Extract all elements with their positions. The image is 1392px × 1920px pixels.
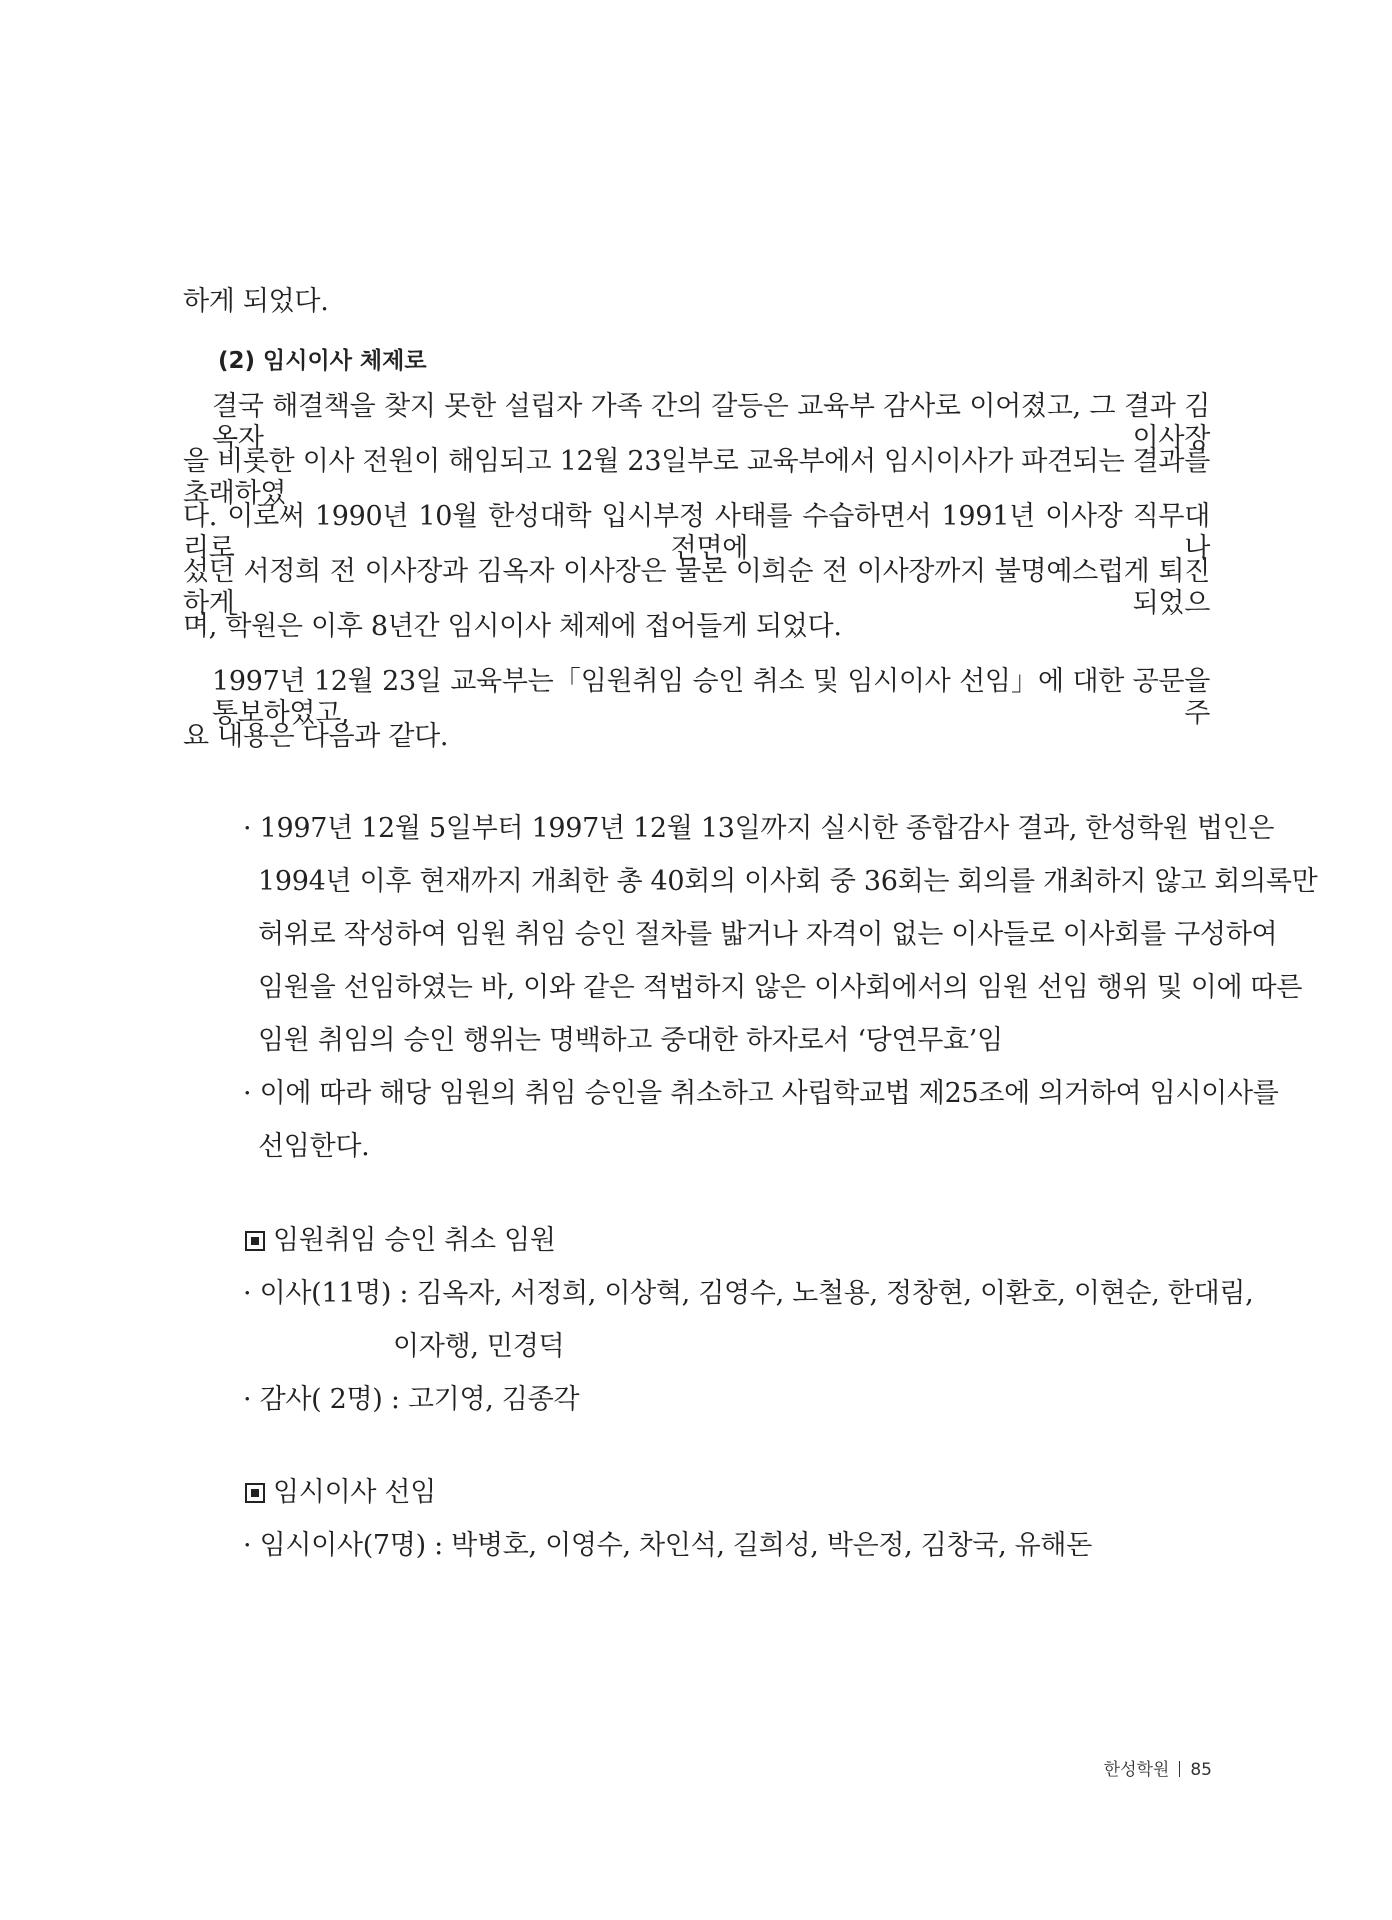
notice-item1-line-1: · 1997년 12월 5일부터 1997년 12월 13일까지 실시한 종합감사 결과, 한성학원 법인은 bbox=[243, 813, 1275, 844]
paragraph1-line-4: 섰던 서정희 전 이사장과 김옥자 이사장은 물론 이희순 전 이사장까지 불명예스럽게 퇴진하게 되었으 bbox=[183, 556, 1210, 620]
cancel-section-heading bbox=[245, 1225, 556, 1257]
footer-divider bbox=[1179, 1761, 1180, 1777]
footer-publisher: 한성학원 bbox=[1103, 1760, 1170, 1780]
notice-item2-line-2: 선임한다. bbox=[258, 1131, 370, 1162]
directors-line-1: · 이사(11명) : 김옥자, 서정희, 이상혁, 김영수, 노철용, 정창현, 이환호, 이현순, 한대림, bbox=[243, 1278, 1254, 1309]
directors-line-2: 이자행, 민경덕 bbox=[393, 1331, 565, 1362]
page-footer bbox=[1104, 1755, 1212, 1780]
square-marker-icon bbox=[245, 1231, 265, 1251]
page-number: 85 bbox=[1190, 1760, 1212, 1780]
paragraph2-line-2: 요 내용은 다음과 같다. bbox=[183, 721, 449, 752]
paragraph1-line-2: 을 비롯한 이사 전원이 해임되고 12월 23일부로 교육부에서 임시이사가 파견되는 결과를 초래하였 bbox=[183, 446, 1210, 510]
temp-directors-line: · 임시이사(7명) : 박병호, 이영수, 차인석, 길희성, 박은정, 김창국, 유해돈 bbox=[243, 1530, 1092, 1561]
paragraph1-line-5: 며, 학원은 이후 8년간 임시이사 체제에 접어들게 되었다. bbox=[183, 611, 842, 642]
auditors-line: · 감사( 2명) : 고기영, 김종각 bbox=[243, 1384, 580, 1415]
paragraph1-line-3: 다. 이로써 1990년 10월 한성대학 입시부정 사태를 수습하면서 1991년 이사장 직무대리로 전면에 나 bbox=[183, 501, 1210, 565]
section-heading: (2) 임시이사 체제로 bbox=[218, 348, 427, 374]
notice-item2-line-1: · 이에 따라 해당 임원의 취임 승인을 취소하고 사립학교법 제25조에 의거하여 임시이사를 bbox=[243, 1078, 1279, 1109]
paragraph1-line-1: 결국 해결책을 찾지 못한 설립자 가족 간의 갈등은 교육부 감사로 이어졌고, 그 결과 김옥자 이사장 bbox=[212, 391, 1210, 455]
notice-item1-line-2: 1994년 이후 현재까지 개최한 총 40회의 이사회 중 36회는 회의를 개최하지 않고 회의록만 bbox=[258, 866, 1318, 897]
continuation-text: 하게 되었다. bbox=[183, 286, 329, 317]
cancel-heading-text: 임원취임 승인 취소 임원 bbox=[273, 1225, 556, 1256]
notice-item1-line-5: 임원 취임의 승인 행위는 명백하고 중대한 하자로서 ‘당연무효’임 bbox=[258, 1025, 1003, 1056]
notice-item1-line-3: 허위로 작성하여 임원 취임 승인 절차를 밟거나 자격이 없는 이사들로 이사회를 구성하여 bbox=[258, 919, 1278, 950]
appoint-section-heading bbox=[245, 1477, 436, 1509]
square-marker-icon bbox=[245, 1483, 265, 1503]
paragraph2-line-1: 1997년 12월 23일 교육부는「임원취임 승인 취소 및 임시이사 선임」에 대한 공문을 통보하였고, 주 bbox=[212, 666, 1210, 730]
appoint-heading-text: 임시이사 선임 bbox=[273, 1477, 436, 1508]
notice-item1-line-4: 임원을 선임하였는 바, 이와 같은 적법하지 않은 이사회에서의 임원 선임 행위 및 이에 따른 bbox=[258, 972, 1303, 1003]
